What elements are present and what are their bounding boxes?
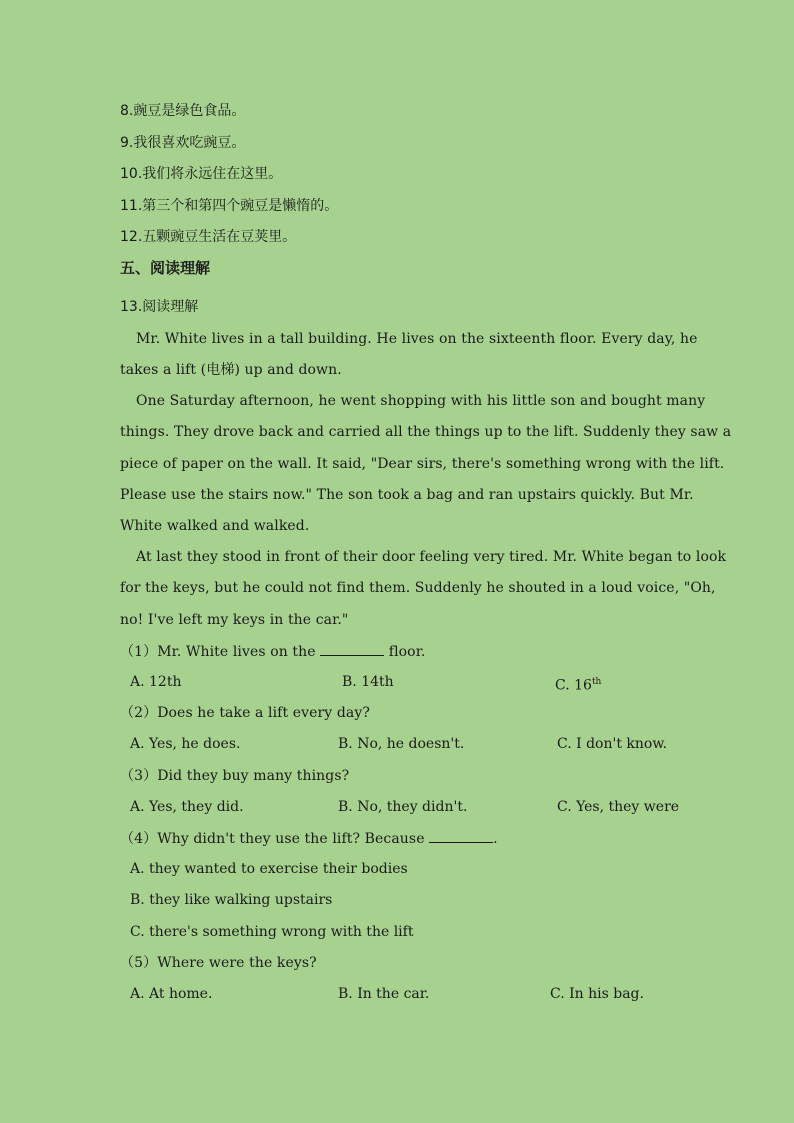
sentence-12: 12.五颗豌豆生活在豆荚里。 (120, 229, 297, 245)
question-3-option-a[interactable]: A. Yes, they did. (130, 799, 244, 815)
section-title: 五、阅读理解 (120, 259, 211, 277)
question-4-option-b[interactable]: B. they like walking upstairs (130, 892, 333, 908)
answer-blank[interactable] (320, 641, 384, 656)
question-1-option-c[interactable]: C. 16th (555, 677, 602, 694)
question-2-option-c[interactable]: C. I don't know. (557, 736, 668, 752)
question-5-option-c[interactable]: C. In his bag. (550, 986, 644, 1002)
question-2-option-a[interactable]: A. Yes, he does. (130, 736, 241, 752)
question-2-option-b[interactable]: B. No, he doesn't. (338, 736, 465, 752)
sentence-8: 8.豌豆是绿色食品。 (120, 103, 246, 119)
passage-line: piece of paper on the wall. It said, "Dear sirs, there's something wrong with the lift. (120, 456, 725, 472)
question-title: 13.阅读理解 (120, 299, 199, 315)
passage-line: One Saturday afternoon, he went shopping with his little son and bought many (136, 393, 706, 409)
question-4-option-a[interactable]: A. they wanted to exercise their bodies (130, 861, 408, 877)
question-3-option-b[interactable]: B. No, they didn't. (338, 799, 468, 815)
passage-line: no! I've left my keys in the car." (120, 612, 349, 628)
passage-line: White walked and walked. (120, 518, 310, 534)
passage-line: Please use the stairs now." The son took a bag and ran upstairs quickly. But Mr. (120, 487, 694, 503)
passage-line: Mr. White lives in a tall building. He lives on the sixteenth floor. Every day, he (136, 331, 698, 347)
question-4-stem: （4）Why didn't they use the lift? Because . (120, 828, 498, 849)
question-1-option-a[interactable]: A. 12th (130, 674, 182, 690)
sentence-11: 11.第三个和第四个豌豆是懒惰的。 (120, 198, 339, 214)
passage-line: takes a lift (电梯) up and down. (120, 362, 342, 378)
passage-line: At last they stood in front of their door feeling very tired. Mr. White began to look (136, 549, 727, 565)
question-5-stem: （5）Where were the keys? (120, 955, 317, 971)
question-3-stem: （3）Did they buy many things? (120, 768, 350, 784)
passage-line: for the keys, but he could not find them. Suddenly he shouted in a loud voice, "Oh, (120, 580, 716, 596)
question-5-option-b[interactable]: B. In the car. (338, 986, 430, 1002)
question-3-option-c[interactable]: C. Yes, they were (557, 799, 680, 815)
question-5-option-a[interactable]: A. At home. (130, 986, 213, 1002)
passage-line: things. They drove back and carried all the things up to the lift. Suddenly they saw a (120, 424, 732, 440)
sentence-10: 10.我们将永远住在这里。 (120, 166, 283, 182)
question-4-option-c[interactable]: C. there's something wrong with the lift (130, 924, 414, 940)
answer-blank[interactable] (429, 828, 493, 843)
question-1-stem: （1）Mr. White lives on the floor. (120, 641, 426, 662)
sentence-9: 9.我很喜欢吃豌豆。 (120, 135, 246, 151)
question-1-option-b[interactable]: B. 14th (342, 674, 394, 690)
question-2-stem: （2）Does he take a lift every day? (120, 705, 370, 721)
